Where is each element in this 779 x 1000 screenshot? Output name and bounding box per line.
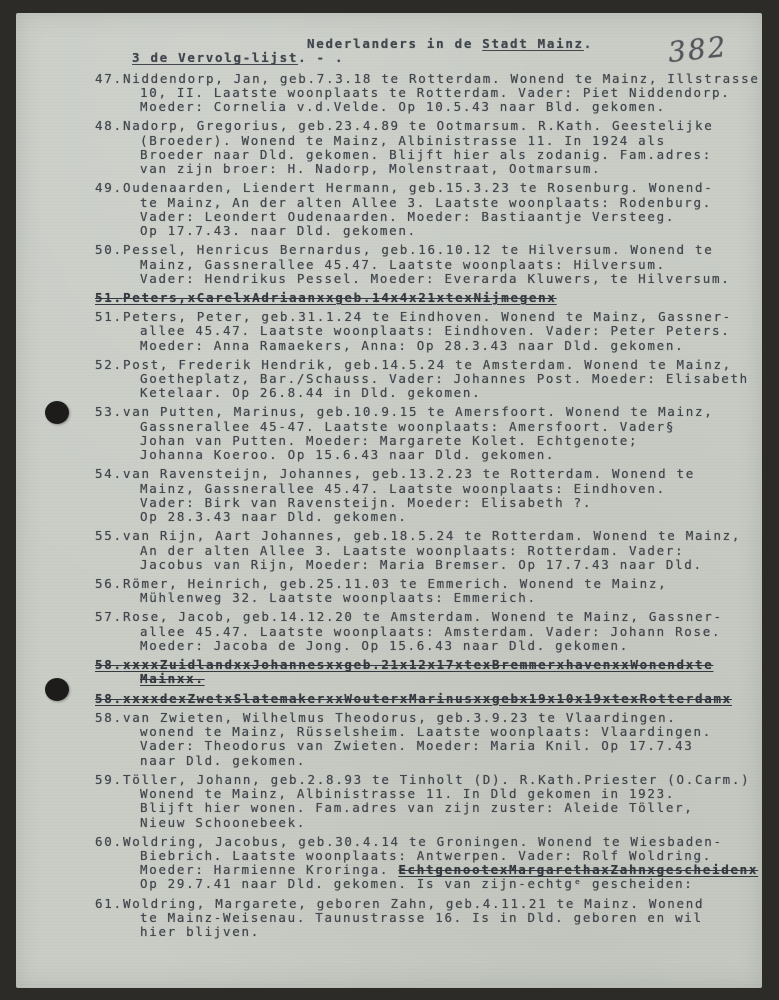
page-title — [16, 37, 762, 51]
entry-number: 55. — [95, 528, 123, 544]
entry-line — [123, 372, 762, 386]
entry-line — [123, 625, 762, 639]
text-run: Nederlanders in de — [307, 36, 483, 51]
entry-line — [123, 925, 762, 939]
entry-line — [123, 510, 762, 524]
text-run: (Broeder). Wonend te Mainz, Albinistrasse 11. In 1924 als — [140, 133, 666, 148]
text-run: van Rijn, Aart Johannes, geb.18.5.24 te Rotterdam. Wonend te Mainz, — [123, 529, 742, 544]
text-run: allee 45.47. Laatste woonplaats: Amsterdam. Vader: Johann Rose. — [140, 624, 722, 639]
entry-line — [123, 86, 762, 100]
handwritten-page-number: 382 — [666, 29, 730, 70]
entry-text — [123, 181, 762, 238]
list-entry — [16, 897, 762, 940]
list-entry — [16, 243, 762, 286]
list-entry — [16, 467, 762, 524]
text-run: van Zwieten, Wilhelmus Theodorus, geb.3.9.23 te Vlaardingen. — [123, 710, 677, 725]
entry-line — [123, 100, 762, 114]
text-run: 3 de Vervolg-lijst — [132, 50, 299, 66]
entry-text — [123, 658, 762, 687]
text-run: Blijft hier wonen. Fam.adres van zijn zuster: Aleide Töller, — [140, 801, 694, 816]
entry-line — [123, 911, 762, 925]
entry-line — [123, 849, 762, 863]
text-run: Nieuw Schoonebeek. — [140, 815, 307, 830]
typewritten-content — [16, 37, 762, 944]
entry-line — [123, 434, 762, 448]
text-run: Johan van Putten. Moeder: Margarete Kolet. Echtgenote; — [140, 434, 639, 448]
entry-text — [123, 610, 762, 653]
text-run: van Ravensteijn, Johannes, geb.13.2.23 te Rotterdam. Wonend te — [123, 467, 695, 482]
text-run: Pessel, Henricus Bernardus, geb.16.10.12 te Hilversum. Wonend te — [123, 243, 714, 258]
text-run: Peters, Peter, geb.31.1.24 te Eindhoven. Wonend te Mainz, Gassner- — [123, 310, 732, 325]
entry-line — [123, 863, 762, 877]
entry-text — [123, 529, 762, 572]
text-run: Mainz, Gassnerallee 45.47. Laatste woonplaats: Hilversum. — [140, 257, 666, 272]
entry-text — [123, 119, 762, 176]
entry-number: 58. — [95, 657, 123, 673]
list-entry — [16, 310, 762, 353]
entry-text — [123, 291, 762, 305]
text-run: Ketelaar. Op 26.8.44 in Dld. gekomen. — [140, 386, 482, 401]
text-run: . — [583, 36, 594, 51]
entry-number: 49. — [95, 180, 123, 196]
text-run: Biebrich. Laatste woonplaats: Antwerpen. Vader: Rolf Woldring. — [140, 848, 712, 863]
entry-number: 61. — [95, 895, 123, 911]
text-run: Op 29.7.41 naar Dld. gekomen. Is van zijn-echtgᵉ gescheiden: — [140, 877, 694, 892]
entry-line — [123, 739, 762, 753]
entry-line — [123, 243, 762, 257]
entry-number: 60. — [95, 833, 123, 849]
entry-number: 59. — [95, 771, 123, 787]
struck-text: xxxxZuidlandxxJohannesxxgeb.21x12x17xtexBremmerxhavenxxWonendxte — [123, 658, 714, 673]
text-run: Vader: Birk van Ravensteijn. Moeder: Elisabeth ?. — [140, 495, 593, 510]
struck-text: EchtgenootexMargarethaxZahnxgescheidenx — [398, 863, 759, 878]
text-run: Moeder: Jacoba de Jong. Op 15.6.43 naar Dld. gekomen. — [140, 639, 629, 654]
entry-line — [123, 877, 762, 891]
text-run: Broeder naar Dld. gekomen. Blijft hier als zodanig. Fam.adres: — [140, 147, 712, 162]
text-run: te Mainz, An der alten Allee 3. Laatste woonplaats: Rodenburg. — [140, 195, 712, 210]
text-run: An der alten Allee 3. Laatste woonplaats: Rotterdam. Vader: — [140, 543, 685, 558]
text-run: Moeder: Harmienne Kroringa. — [140, 863, 399, 878]
entry-line — [123, 672, 762, 686]
entry-line — [123, 310, 762, 324]
text-run: van zijn broer: H. Nadorp, Molenstraat, Ootmarsum. — [140, 162, 602, 177]
entry-text — [123, 577, 762, 606]
list-entry — [16, 181, 762, 238]
entry-line — [123, 448, 762, 462]
document-page — [16, 13, 762, 988]
text-run: hier blijven. — [140, 925, 260, 940]
entry-line — [123, 711, 762, 725]
entry-line — [123, 558, 762, 572]
text-run: Johanna Koeroo. Op 15.6.43 naar Dld. gekomen. — [140, 448, 556, 463]
entry-line — [123, 801, 762, 815]
entry-line — [123, 591, 762, 605]
entry-line — [123, 816, 762, 830]
entry-line — [123, 181, 762, 195]
list-entry — [16, 577, 762, 606]
entry-number: 56. — [95, 576, 123, 592]
entry-line — [123, 529, 762, 543]
entry-line — [123, 358, 762, 372]
text-run: Moeder: Anna Ramaekers, Anna: Op 28.3.43 naar Dld. gekomen. — [140, 338, 685, 353]
entry-text — [123, 692, 762, 706]
entry-line — [123, 467, 762, 481]
text-run: Rose, Jacob, geb.14.12.20 te Amsterdam. Wonend te Mainz, Gassner- — [123, 610, 723, 625]
list-entry — [16, 773, 762, 830]
struck-text: Peters,xCarelxAdriaanxxgeb.14x4x21xtexNijmegenx — [123, 290, 557, 305]
entry-line — [123, 258, 762, 272]
text-run: Stadt Mainz — [482, 36, 584, 51]
text-run: naar Dld. gekomen. — [140, 753, 307, 768]
list-entry — [16, 610, 762, 653]
list-entry — [16, 291, 762, 305]
entry-number: 50. — [95, 242, 123, 258]
text-run: Nadorp, Gregorius, geb.23.4.89 te Ootmarsum. R.Kath. Geestelijke — [123, 119, 714, 134]
text-run: Op 17.7.43. naar Dld. gekomen. — [140, 224, 417, 239]
entry-line — [123, 897, 762, 911]
entry-line — [123, 754, 762, 768]
entry-line — [123, 835, 762, 849]
entry-number: 57. — [95, 609, 123, 625]
entry-number: 51. — [95, 289, 123, 305]
entry-line — [123, 224, 762, 238]
list-entry — [16, 711, 762, 768]
entry-number: 54. — [95, 466, 123, 482]
text-run: Mainz, Gassnerallee 45.47. Laatste woonplaats: Eindhoven. — [140, 481, 666, 496]
list-entry — [16, 72, 762, 115]
entry-number: 51. — [95, 309, 123, 325]
list-entry — [16, 835, 762, 892]
entry-line — [123, 420, 762, 434]
entry-line — [123, 386, 762, 400]
entry-line — [123, 787, 762, 801]
entry-number: 52. — [95, 356, 123, 372]
entry-line — [123, 639, 762, 653]
entry-number: 58. — [95, 690, 123, 706]
entry-number: 53. — [95, 404, 123, 420]
list-entry — [16, 529, 762, 572]
entry-text — [123, 405, 762, 462]
text-run: Töller, Johann, geb.2.8.93 te Tinholt (D). R.Kath.Priester (O.Carm.) — [123, 772, 751, 787]
entry-line — [123, 134, 762, 148]
entry-line — [123, 196, 762, 210]
entry-text — [123, 358, 762, 401]
entry-line — [123, 119, 762, 133]
entry-line — [123, 658, 762, 672]
entry-line — [123, 291, 762, 305]
entry-line — [123, 482, 762, 496]
text-run: Römer, Heinrich, geb.25.11.03 te Emmerich. Wonend te Mainz, — [123, 577, 668, 592]
text-run: Oudenaarden, Liendert Hermann, geb.15.3.23 te Rosenburg. Wonend- — [123, 181, 714, 196]
entry-line — [123, 405, 762, 419]
text-run: Wonend te Mainz, Albinistrasse 11. In Dld gekomen in 1923. — [140, 786, 676, 801]
text-run: Vader: Theodorus van Zwieten. Moeder: Maria Knil. Op 17.7.43 — [140, 739, 694, 754]
entry-text — [123, 72, 762, 115]
text-run: . - . — [298, 50, 345, 66]
list-entry — [16, 119, 762, 176]
list-entry — [16, 358, 762, 401]
entry-text — [123, 897, 762, 940]
entry-text — [123, 773, 762, 830]
struck-text: Mainxx. — [140, 672, 205, 687]
text-run: Jacobus van Rijn, Moeder: Maria Bremser. Op 17.7.43 naar Dld. — [140, 557, 703, 572]
entry-line — [123, 210, 762, 224]
entry-line — [123, 496, 762, 510]
entry-number: 48. — [95, 118, 123, 134]
entry-line — [123, 610, 762, 624]
text-run: Gassnerallee 45-47. Laatste woonplaats: Amersfoort. Vader§ — [140, 419, 676, 434]
struck-text: xxxxdexZwetxSlatemakerxxWouterxMarinusxxgebx19x10x19xtexRotterdamx — [123, 691, 732, 706]
text-run: Vader: Leondert Oudenaarden. Moeder: Bastiaantje Versteeg. — [140, 209, 676, 224]
list-entry — [16, 692, 762, 706]
entry-text — [123, 467, 762, 524]
entry-text — [123, 243, 762, 286]
entry-line — [123, 324, 762, 338]
text-run: Vader: Hendrikus Pessel. Moeder: Everarda Kluwers, te Hilversum. — [140, 271, 731, 286]
entry-list — [16, 72, 762, 940]
entry-number: 47. — [95, 70, 123, 86]
text-run: Goetheplatz, Bar./Schauss. Vader: Johannes Post. Moeder: Elisabeth — [140, 372, 749, 387]
text-run: Post, Frederik Hendrik, geb.14.5.24 te Amsterdam. Wonend te Mainz, — [123, 357, 732, 372]
text-run: Woldring, Jacobus, geb.30.4.14 te Groningen. Wonend te Wiesbaden- — [123, 834, 723, 849]
text-run: wonend te Mainz, Rüsselsheim. Laatste woonplaats: Vlaardingen. — [140, 724, 712, 739]
text-run: Niddendorp, Jan, geb.7.3.18 te Rotterdam. Wonend te Mainz, Illstrasse — [123, 71, 760, 86]
text-run: Op 28.3.43 naar Dld. gekomen. — [140, 510, 408, 525]
entry-line — [123, 148, 762, 162]
entry-line — [123, 162, 762, 176]
text-run: Mühlenweg 32. Laatste woonplaats: Emmerich. — [140, 591, 537, 606]
entry-line — [123, 577, 762, 591]
text-run: allee 45.47. Laatste woonplaats: Eindhoven. Vader: Peter Peters. — [140, 324, 731, 339]
text-run: Woldring, Margarete, geboren Zahn, geb.4.11.21 te Mainz. Wonend — [123, 896, 705, 911]
text-run: 10, II. Laatste woonplaats te Rotterdam. Vader: Piet Niddendorp. — [140, 85, 731, 100]
entry-number: 58. — [95, 709, 123, 725]
text-run: Moeder: Cornelia v.d.Velde. Op 10.5.43 naar Bld. gekomen. — [140, 100, 666, 115]
text-run: te Mainz-Weisenau. Taunustrasse 16. Is in Dld. geboren en wil — [140, 910, 703, 925]
list-entry — [16, 405, 762, 462]
entry-text — [123, 835, 762, 892]
entry-line — [123, 725, 762, 739]
entry-line — [123, 72, 762, 86]
entry-line — [123, 544, 762, 558]
page-subtitle — [16, 51, 762, 65]
list-entry — [16, 658, 762, 687]
entry-line — [123, 339, 762, 353]
entry-line — [123, 773, 762, 787]
entry-line — [123, 272, 762, 286]
entry-text — [123, 711, 762, 768]
entry-text — [123, 310, 762, 353]
text-run: van Putten, Marinus, geb.10.9.15 te Amersfoort. Wonend te Mainz, — [123, 405, 714, 420]
entry-line — [123, 692, 762, 706]
